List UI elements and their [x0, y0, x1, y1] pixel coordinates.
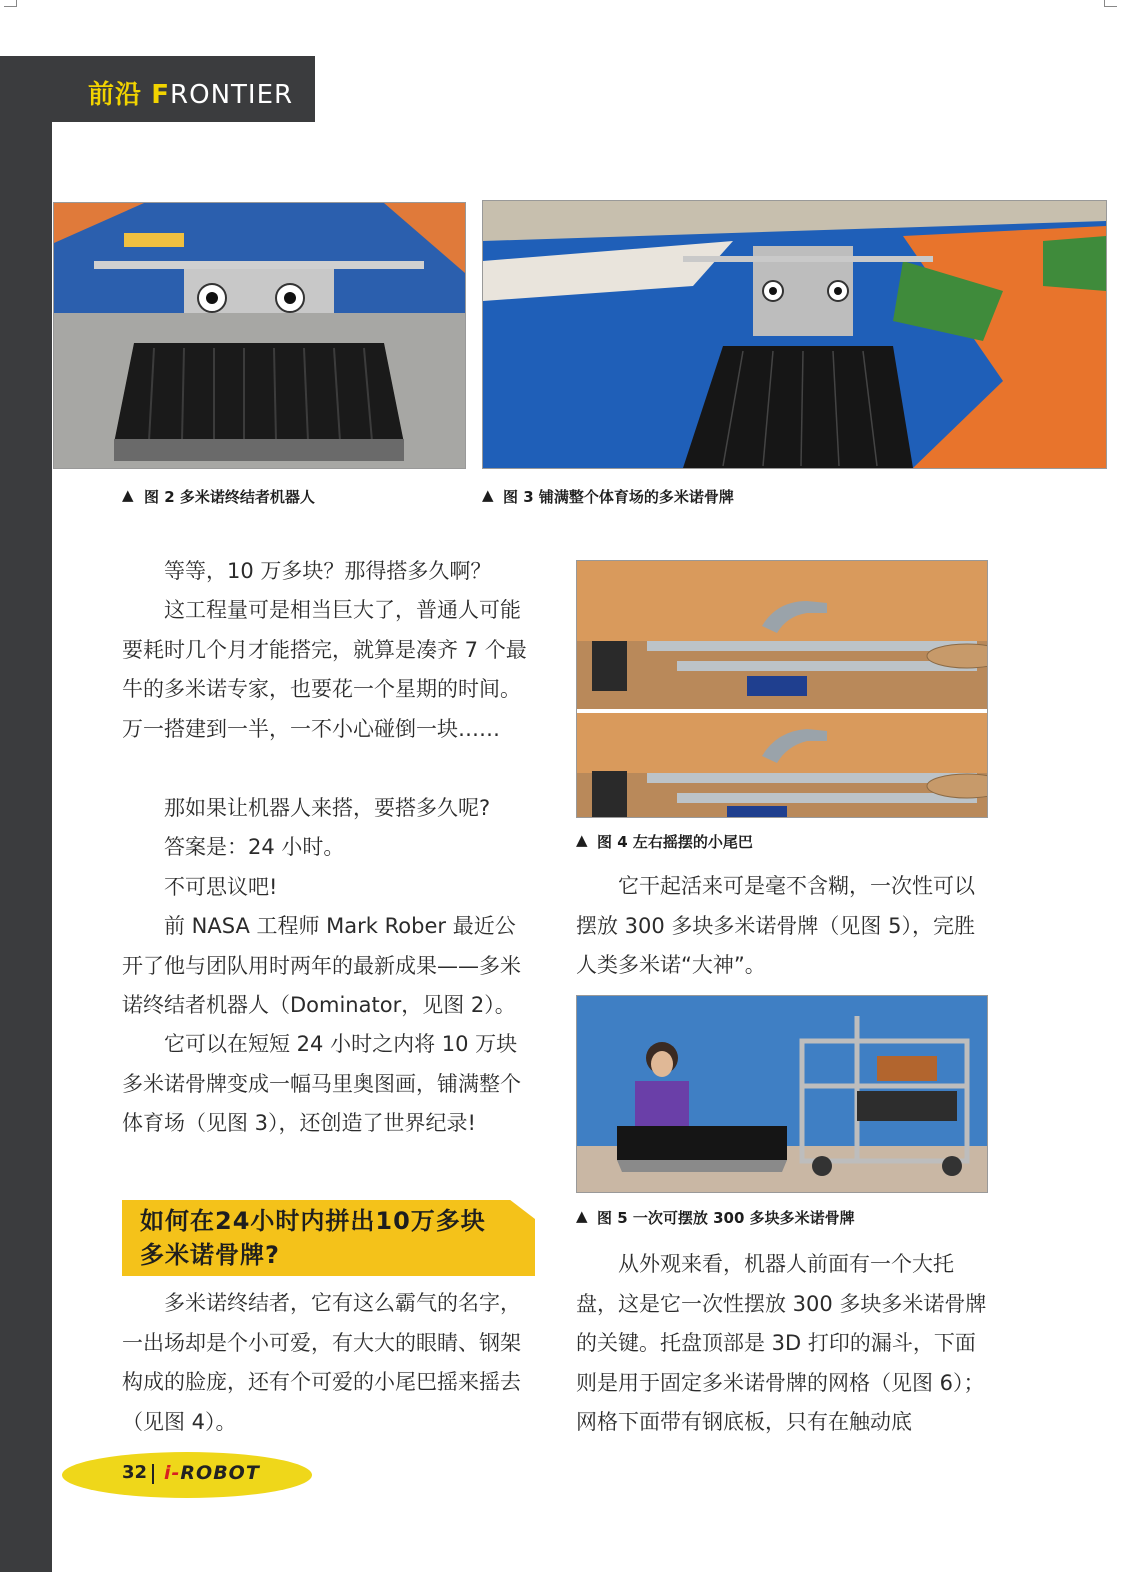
left-paragraph-5: 不可思议吧! [164, 875, 278, 899]
figure-4-caption: 图 4 左右摇摆的小尾巴 [597, 833, 753, 851]
section-header-en-rest: RONTIER [170, 80, 294, 110]
section-heading-line-2: 多米诺骨牌? [140, 1241, 280, 1269]
left-paragraph-8: 多米诺终结者，它有这么霸气的名字，一出场却是个小可爱，有大大的眼睛、钢架构成的脸庞，还有个可爱的小尾巴摇来摇去（见图 4）。 [122, 1291, 521, 1434]
figure-3-photo [482, 200, 1107, 469]
page-number: 32 [122, 1462, 148, 1483]
magazine-logo-name: ROBOT [180, 1462, 260, 1484]
right-paragraph-2: 从外观来看，机器人前面有一个大托盘，这是它一次性摆放 300 多块多米诺骨牌的关键。托盘顶部是 3D 打印的漏斗，下面则是用于固定多米诺骨牌的网格（见图 6）；网格下面带有钢底板，只有在触动底 [576, 1252, 987, 1434]
figure-5-marker: ▲ [576, 1207, 588, 1225]
left-paragraph-6: 前 NASA 工程师 Mark Rober 最近公开了他与团队用时两年的最新成果——多米诺终结者机器人（Dominator，见图 2）。 [122, 914, 521, 1017]
left-paragraph-3: 那如果让机器人来搭，要搭多久呢? [164, 796, 491, 820]
figure-2-photo [53, 202, 466, 469]
left-margin-bar [0, 56, 52, 1572]
magazine-logo [164, 1462, 260, 1484]
figure-2-marker: ▲ [122, 486, 134, 504]
left-paragraph-2: 这工程量可是相当巨大了，普通人可能要耗时几个月才能搭完，就算是凑齐 7 个最牛的多米诺专家，也要花一个星期的时间。万一搭建到一半，一不小心碰倒一块…… [122, 598, 527, 741]
figure-2-caption: 图 2 多米诺终结者机器人 [144, 488, 315, 506]
left-paragraph-7: 它可以在短短 24 小时之内将 10 万块多米诺骨牌变成一幅马里奥图画，铺满整个体育场（见图 3），还创造了世界纪录! [122, 1032, 521, 1135]
section-header-cn: 前沿 [88, 80, 143, 110]
figure-5-caption: 图 5 一次可摆放 300 多块多米诺骨牌 [597, 1209, 855, 1227]
crop-mark-top-right [1104, 0, 1117, 7]
crop-mark-top-left [4, 0, 17, 7]
left-paragraph-1: 等等，10 万多块？那得搭多久啊？ [164, 559, 492, 583]
section-heading-line-1: 如何在24小时内拼出10万多块 [140, 1207, 486, 1235]
figure-4-marker: ▲ [576, 831, 588, 849]
right-paragraph-1: 它干起活来可是毫不含糊，一次性可以摆放 300 多块多米诺骨牌（见图 5），完胜人类多米诺“大神”。 [576, 874, 975, 977]
figure-3-marker: ▲ [482, 486, 494, 504]
footer-divider [152, 1464, 154, 1484]
left-paragraph-4: 答案是：24 小时。 [164, 835, 345, 859]
figure-3-caption: 图 3 铺满整个体育场的多米诺骨牌 [503, 488, 734, 506]
section-header [88, 74, 293, 111]
section-header-en-initial: F [151, 80, 171, 110]
figure-4-photo [576, 560, 988, 818]
section-heading [140, 1204, 486, 1272]
figure-5-photo [576, 995, 988, 1193]
magazine-logo-prefix: i- [164, 1462, 181, 1484]
